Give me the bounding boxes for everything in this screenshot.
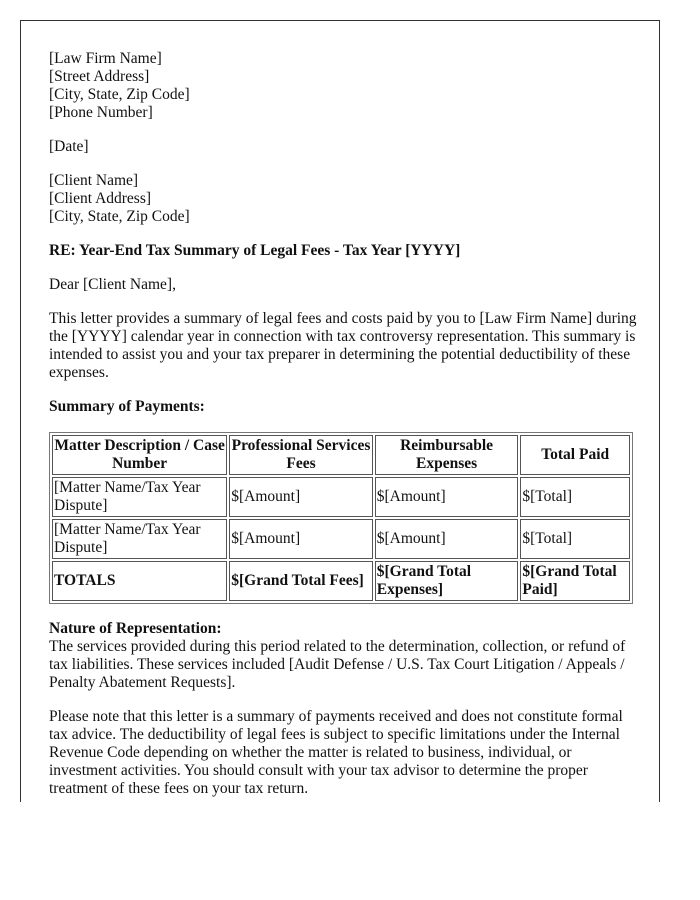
sender-street: [Street Address] <box>49 68 150 85</box>
subject-line: RE: Year-End Tax Summary of Legal Fees - Tax Year [YYYY] <box>49 242 461 259</box>
total-cell: $[Total] <box>520 477 630 517</box>
representation-section <box>49 620 639 692</box>
expenses-cell: $[Amount] <box>375 519 519 559</box>
sender-phone: [Phone Number] <box>49 104 153 121</box>
fees-cell: $[Amount] <box>229 477 373 517</box>
table-row <box>52 519 630 559</box>
summary-heading: Summary of Payments: <box>49 398 205 415</box>
payments-table <box>49 432 633 604</box>
fees-cell: $[Amount] <box>229 519 373 559</box>
grand-total-expenses: $[Grand Total Expenses] <box>375 561 519 601</box>
totals-label: TOTALS <box>52 561 227 601</box>
grand-total-paid: $[Grand Total Paid] <box>520 561 630 601</box>
sender-firm-name: [Law Firm Name] <box>49 50 162 67</box>
representation-heading: Nature of Representation: <box>49 620 222 637</box>
recipient-city-state-zip: [City, State, Zip Code] <box>49 208 190 225</box>
totals-row <box>52 561 630 601</box>
letter-date: [Date] <box>49 138 89 155</box>
column-header-total: Total Paid <box>520 435 630 475</box>
intro-paragraph: This letter provides a summary of legal fees and costs paid by you to [Law Firm Name] during the [YYYY] calendar year in connection with tax controversy representation. This summary is intended to assist you and your tax preparer in determining the potential deductibility of these expenses. <box>49 310 637 381</box>
matter-cell: [Matter Name/Tax Year Dispute] <box>52 477 227 517</box>
expenses-cell: $[Amount] <box>375 477 519 517</box>
recipient-name: [Client Name] <box>49 172 139 189</box>
table-row <box>52 477 630 517</box>
recipient-address: [Client Address] <box>49 190 152 207</box>
column-header-matter: Matter Description / Case Number <box>52 435 227 475</box>
recipient-address-block <box>49 172 639 226</box>
salutation: Dear [Client Name], <box>49 276 176 293</box>
column-header-fees: Professional Services Fees <box>229 435 373 475</box>
disclaimer-paragraph: Please note that this letter is a summary of payments received and does not constitute formal tax advice. The deductibility of legal fees is subject to specific limitations under the Internal Revenue Code depending on whether the matter is related to business, individual, or investment activities. You should consult with your tax advisor to determine the proper treatment of these fees on your tax return. <box>49 708 623 797</box>
representation-text: The services provided during this period related to the determination, collection, or refund of tax liabilities. These services included [Audit Defense / U.S. Tax Court Litigation / Appeals / Penalty Abatement Requests]. <box>49 638 626 691</box>
letter-content <box>49 50 639 802</box>
matter-cell: [Matter Name/Tax Year Dispute] <box>52 519 227 559</box>
sender-city-state-zip: [City, State, Zip Code] <box>49 86 190 103</box>
grand-total-fees: $[Grand Total Fees] <box>229 561 373 601</box>
column-header-expenses: Reimbursable Expenses <box>375 435 519 475</box>
sender-address-block <box>49 50 639 122</box>
total-cell: $[Total] <box>520 519 630 559</box>
letter-page <box>20 20 660 802</box>
table-header-row <box>52 435 630 475</box>
